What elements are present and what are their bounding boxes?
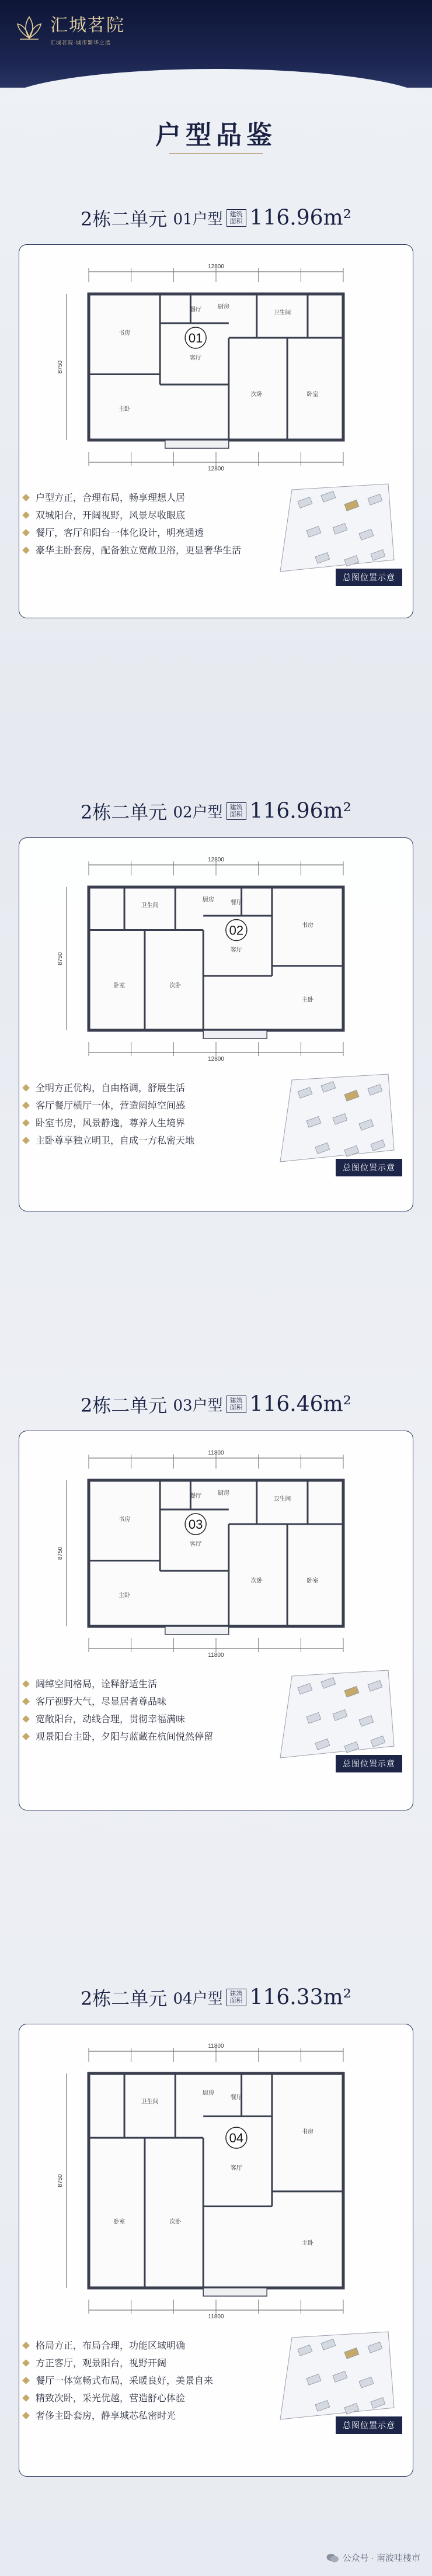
diamond-bullet-icon (22, 2412, 30, 2419)
area-badge (227, 802, 246, 820)
floor-plan (54, 2038, 378, 2326)
room-label: 客厅 (190, 355, 202, 362)
room-label: 客厅 (230, 2165, 242, 2172)
room-label: 主卧 (119, 1592, 131, 1599)
diamond-bullet-icon (22, 2394, 30, 2402)
unit-building: 2栋二单元 (80, 1394, 173, 1417)
room-label: 厨房 (218, 1490, 230, 1497)
diamond-bullet-icon (22, 1733, 30, 1740)
unit-area: 116.46m² (249, 1392, 352, 1417)
unit-area: 116.96m² (249, 799, 352, 823)
feature-item (23, 507, 216, 525)
floor-plan-drawing (54, 2038, 378, 2323)
dimension-top: 12800 (208, 857, 224, 863)
unit-type: 04户型 (173, 1990, 223, 2008)
diamond-bullet-icon (22, 511, 30, 519)
feature-list (23, 2338, 216, 2425)
badge-line-1: 建筑 (229, 210, 243, 218)
diamond-bullet-icon (22, 1698, 30, 1705)
badge-line-2: 面积 (229, 811, 243, 818)
feature-item (23, 1729, 216, 1746)
room-label: 卫生间 (141, 2099, 159, 2106)
feature-item (23, 2408, 216, 2425)
feature-item (23, 490, 216, 507)
dimension-left: 8750 (57, 952, 64, 965)
feature-text: 观景阳台主卧，夕阳与蓝藏在杭间悦然停留 (36, 1732, 214, 1742)
room-label: 书房 (301, 922, 313, 929)
room-label: 次卧 (250, 392, 263, 398)
page-title: 户型品鉴 (155, 120, 277, 150)
feature-text: 户型方正，合理布局，畅享理想人居 (36, 493, 186, 503)
site-plan-diagram (274, 1664, 400, 1764)
area-badge (227, 209, 246, 227)
feature-text: 阔绰空间格局，诠释舒适生活 (36, 1680, 158, 1689)
room-label: 客厅 (230, 947, 242, 954)
plan-number: 03 (188, 1517, 203, 1532)
feature-text: 精致次卧，采光优越，营造舒心体验 (36, 2394, 186, 2404)
room-label: 客厅 (190, 1541, 202, 1548)
dimension-left: 8750 (57, 2174, 64, 2187)
diamond-bullet-icon (22, 546, 30, 554)
room-label: 餐厅 (230, 899, 242, 906)
area-badge (227, 1989, 246, 2006)
dimension-left: 8750 (57, 1546, 64, 1560)
room-label: 卫生间 (273, 310, 291, 316)
dimension-bottom: 12800 (208, 466, 224, 472)
wechat-icon (326, 2553, 339, 2563)
room-label: 主卧 (301, 997, 313, 1003)
diamond-bullet-icon (22, 1102, 30, 1109)
diamond-bullet-icon (22, 1119, 30, 1127)
badge-line-1: 建筑 (229, 1990, 243, 1997)
unit-building: 2栋二单元 (80, 1988, 173, 2010)
feature-text: 方正客厅，观景阳台，视野开阔 (36, 2359, 167, 2369)
room-label: 书房 (119, 330, 131, 337)
site-plan-label: 总图位置示意 (336, 1755, 402, 1772)
plan-number: 01 (188, 331, 203, 345)
feature-text: 奢侈主卧套房，静享城芯私密时光 (36, 2411, 176, 2421)
feature-item (23, 1711, 216, 1729)
room-label: 餐厅 (190, 307, 202, 313)
plan-number: 04 (229, 2131, 244, 2146)
room-label: 次卧 (250, 1578, 263, 1584)
dimension-left: 8750 (57, 360, 64, 374)
unit-title (0, 1984, 432, 2011)
site-plan (274, 478, 400, 580)
room-label: 主卧 (301, 2240, 313, 2247)
diamond-bullet-icon (22, 1680, 30, 1688)
feature-text: 客厅视野大气，尽显居者尊品味 (36, 1697, 167, 1707)
site-plan (274, 1664, 400, 1767)
site-plan-diagram (274, 2326, 400, 2425)
feature-text: 格局方正，布局合理，功能区域明确 (36, 2341, 186, 2351)
badge-line-1: 建筑 (229, 804, 243, 811)
unit-title (0, 1391, 432, 1418)
feature-item (23, 1133, 216, 1150)
dimension-top: 12800 (208, 264, 224, 270)
unit-type: 01户型 (173, 210, 223, 228)
dimension-bottom: 11800 (208, 2314, 224, 2320)
feature-text: 全明方正优构，自由格调，舒展生活 (36, 1083, 186, 1093)
room-label: 卫生间 (141, 902, 159, 909)
feature-item (23, 2338, 216, 2355)
brand-subtitle: 汇城茗院·城市繁华之选 (50, 40, 111, 46)
brand-logo (13, 11, 125, 46)
unit-title (0, 205, 432, 231)
unit-area: 116.33m² (249, 1985, 352, 2010)
title-divider (169, 153, 263, 154)
room-label: 卫生间 (273, 1496, 291, 1502)
feature-item (23, 1115, 216, 1133)
feature-item (23, 2390, 216, 2408)
diamond-bullet-icon (22, 529, 30, 536)
site-plan-diagram (274, 1068, 400, 1168)
feature-item (23, 1694, 216, 1711)
site-plan (274, 2326, 400, 2428)
dimension-top: 11800 (208, 2043, 224, 2049)
unit-title (0, 798, 432, 825)
room-label: 书房 (301, 2128, 313, 2135)
feature-text: 主卧尊享独立明卫，自成一方私密天地 (36, 1136, 195, 1146)
feature-text: 双城阳台，开阔视野，风景尽收眼底 (36, 511, 186, 521)
diamond-bullet-icon (22, 2359, 30, 2367)
feature-text: 餐厅，客厅和阳台一体化设计，明亮通透 (36, 528, 204, 538)
room-label: 厨房 (202, 2090, 214, 2097)
feature-list (23, 1676, 216, 1746)
room-label: 卧室 (113, 2218, 126, 2225)
unit-area: 116.96m² (249, 206, 352, 230)
room-label: 卧室 (306, 1578, 319, 1584)
unit-building: 2栋二单元 (80, 801, 173, 823)
room-label: 餐厅 (230, 2094, 242, 2101)
site-plan-label: 总图位置示意 (336, 569, 402, 586)
feature-text: 餐厅一体宽畅式布局，采暖良好，美景自来 (36, 2376, 214, 2386)
feature-item (23, 542, 242, 560)
site-plan (274, 1068, 400, 1171)
badge-line-2: 面积 (229, 1404, 243, 1411)
room-label: 厨房 (202, 896, 214, 903)
feature-text: 卧室书房，风景静逸，尊养人生境界 (36, 1119, 186, 1128)
feature-list (23, 490, 242, 560)
unit-type: 03户型 (173, 1397, 223, 1415)
floor-plan (54, 259, 378, 478)
room-label: 次卧 (169, 2218, 182, 2225)
floor-plan-drawing (54, 852, 378, 1065)
feature-item (23, 2373, 216, 2390)
plan-number: 02 (229, 923, 244, 938)
unit-building: 2栋二单元 (80, 208, 173, 230)
site-plan-label: 总图位置示意 (336, 2416, 402, 2434)
lotus-emblem-icon (13, 12, 46, 45)
diamond-bullet-icon (22, 2377, 30, 2384)
dimension-top: 11800 (208, 1450, 224, 1456)
room-label: 卧室 (306, 392, 319, 398)
site-plan-label: 总图位置示意 (336, 1159, 402, 1176)
badge-line-1: 建筑 (229, 1397, 243, 1404)
diamond-bullet-icon (22, 1084, 30, 1092)
feature-list (23, 1080, 216, 1150)
room-label: 餐厅 (190, 1493, 202, 1500)
brand-name: 汇城茗院 (50, 15, 125, 36)
floor-plan-drawing (54, 259, 378, 475)
diamond-bullet-icon (22, 2342, 30, 2349)
badge-line-2: 面积 (229, 1997, 243, 2004)
feature-text: 豪华主卧套房，配备独立宽敞卫浴，更显奢华生活 (36, 546, 242, 556)
diamond-bullet-icon (22, 494, 30, 501)
footer-text: 公众号 · 南波哇楼市 (342, 2553, 420, 2563)
feature-text: 宽敞阳台，动线合理，贯彻幸福满味 (36, 1715, 186, 1725)
feature-item (23, 1097, 216, 1115)
floor-plan (54, 1445, 378, 1664)
room-label: 书房 (119, 1516, 131, 1523)
footer-watermark (326, 2551, 420, 2564)
room-label: 卧室 (113, 982, 126, 989)
feature-item (23, 2355, 216, 2373)
feature-item (23, 1080, 216, 1097)
badge-line-2: 面积 (229, 217, 243, 225)
floor-plan-drawing (54, 1445, 378, 1661)
dimension-bottom: 12800 (208, 1056, 224, 1062)
room-label: 次卧 (169, 982, 182, 989)
feature-item (23, 525, 216, 542)
feature-item (23, 1676, 216, 1694)
area-badge (227, 1396, 246, 1413)
feature-text: 客厅餐厅横厅一体，营造阔绰空间感 (36, 1101, 186, 1111)
dimension-bottom: 11800 (208, 1652, 224, 1659)
diamond-bullet-icon (22, 1715, 30, 1723)
room-label: 厨房 (218, 304, 230, 310)
floor-plan (54, 852, 378, 1068)
site-plan-diagram (274, 478, 400, 577)
room-label: 主卧 (119, 406, 131, 413)
diamond-bullet-icon (22, 1137, 30, 1144)
unit-type: 02户型 (173, 804, 223, 822)
